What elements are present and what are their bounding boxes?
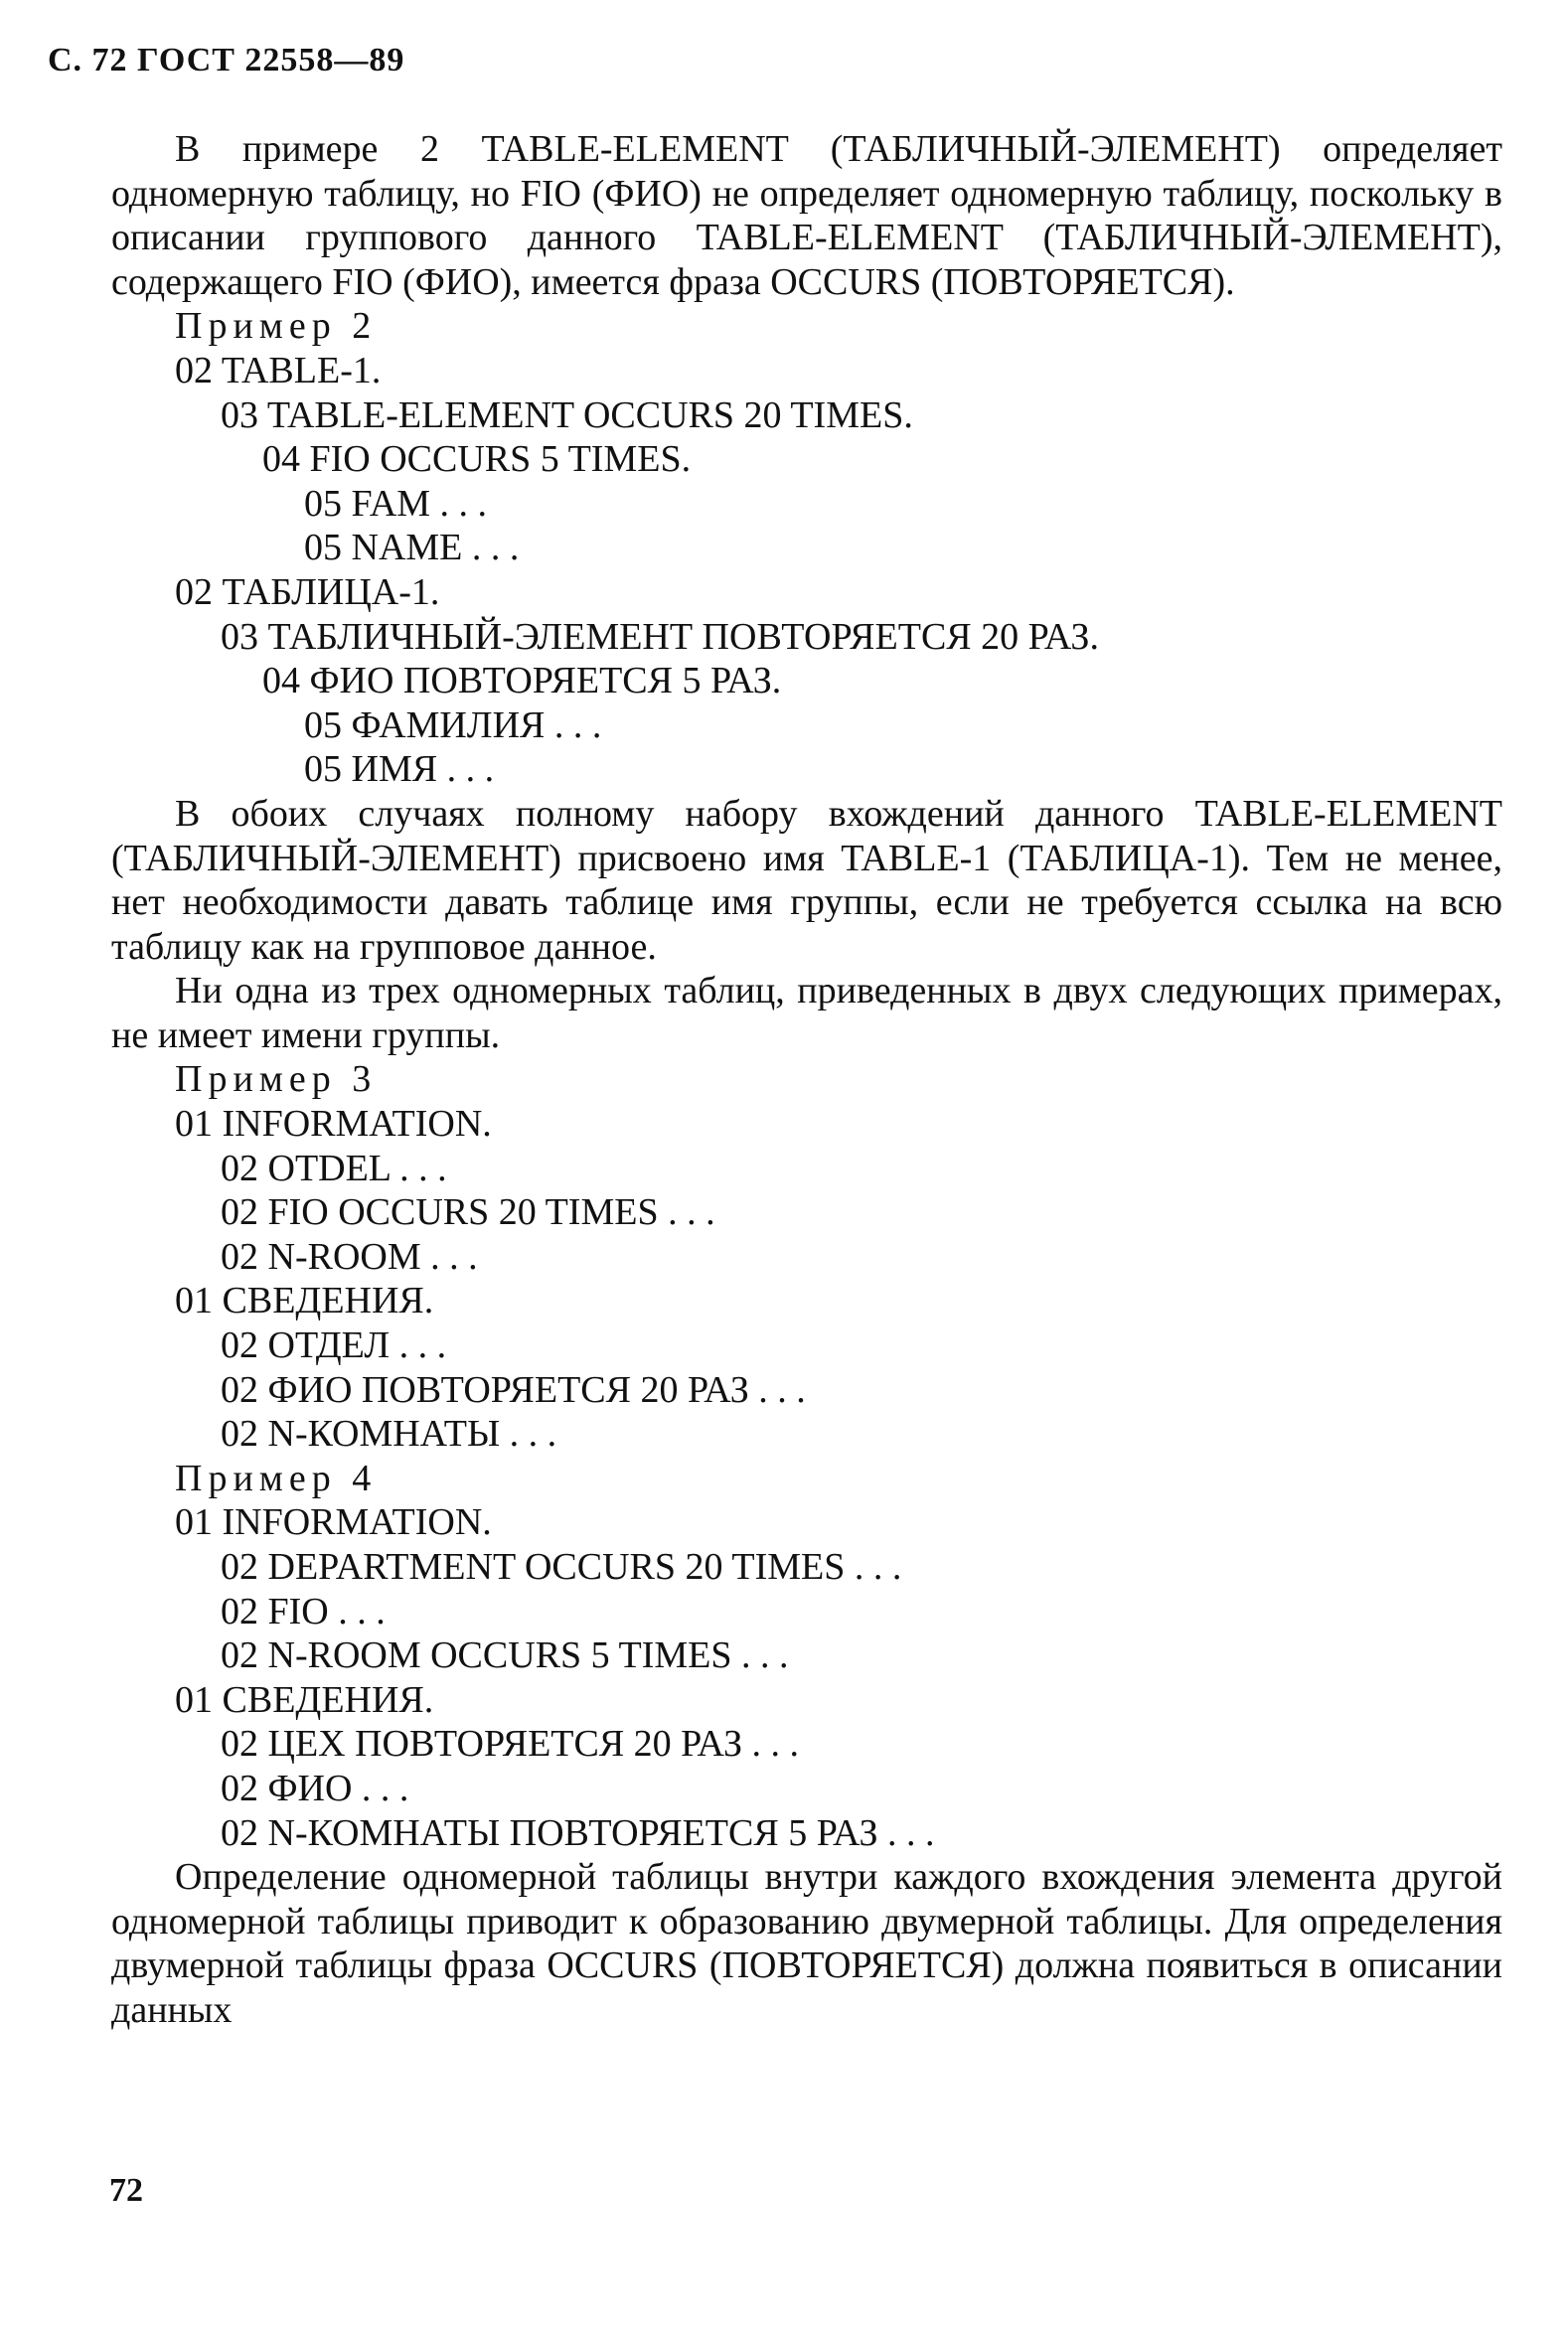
example-4-title: Пример 4 — [175, 1457, 378, 1499]
example-2-line: 02 ТАБЛИЦА-1. — [175, 570, 440, 613]
example-2-line: 04 ФИО ПОВТОРЯЕТСЯ 5 РАЗ. — [262, 660, 782, 702]
paragraph-4: Определение одномерной таблицы внутри каждого вхождения элемента другой одномерной таблицы приводит к образованию двумерной таблицы. Для определения двумерной таблицы фраза OCCURS (ПОВТОРЯЕТСЯ) должна появиться в описании данных — [111, 1856, 1502, 2031]
example-3 — [111, 1057, 1502, 1456]
paragraph-2: В обоих случаях полному набору вхождений данного TABLE-ELEMENT (ТАБЛИЧНЫЙ-ЭЛЕМЕНТ) присвоено имя TABLE-1 (ТАБЛИЦА-1). Тем не менее, нет необходимости давать таблице имя группы, если не требуется ссылка на всю таблицу как на групповое данное. — [111, 792, 1502, 968]
example-3-line: 01 INFORMATION. — [175, 1103, 492, 1146]
example-2-line: 05 ИМЯ . . . — [304, 748, 495, 791]
example-4-line: 02 N-ROOM OCCURS 5 TIMES . . . — [221, 1634, 789, 1677]
example-3-line: 02 ФИО ПОВТОРЯЕТСЯ 20 РАЗ . . . — [221, 1368, 806, 1411]
example-4-line: 02 ЦЕХ ПОВТОРЯЕТСЯ 20 РАЗ . . . — [221, 1723, 799, 1766]
page-header: С. 72 ГОСТ 22558—89 — [48, 42, 405, 78]
example-4-line: 01 INFORMATION. — [175, 1501, 492, 1544]
paragraph-1: В примере 2 TABLE-ELEMENT (ТАБЛИЧНЫЙ-ЭЛЕМЕНТ) определяет одномерную таблицу, но FIO (ФИО) не определяет одномерную таблицу, поскольку в описании группового данного TABLE-ELEMENT (ТАБЛИЧНЫЙ-ЭЛЕМЕНТ), содержащего FIO (ФИО), имеется фраза OCCURS (ПОВТОРЯЕТСЯ). — [111, 128, 1502, 303]
example-2-line: 04 FIO OCCURS 5 TIMES. — [262, 438, 692, 481]
example-2-line: 03 TABLE-ELEMENT OCCURS 20 TIMES. — [221, 393, 913, 436]
example-4-line: 02 FIO . . . — [221, 1590, 386, 1632]
example-4 — [111, 1457, 1502, 1855]
page-number: 72 — [109, 2172, 143, 2209]
example-2-line: 05 NAME . . . — [304, 527, 520, 569]
example-4-line: 01 СВЕДЕНИЯ. — [175, 1678, 434, 1721]
example-4-line: 02 DEPARTMENT OCCURS 20 TIMES . . . — [221, 1546, 902, 1588]
example-2-line: 03 ТАБЛИЧНЫЙ-ЭЛЕМЕНТ ПОВТОРЯЕТСЯ 20 РАЗ. — [221, 615, 1099, 658]
example-3-line: 02 OTDEL . . . — [221, 1147, 447, 1189]
example-2-title: Пример 2 — [175, 305, 378, 348]
example-2 — [111, 304, 1502, 792]
page-body — [111, 127, 1502, 2033]
example-3-line: 01 СВЕДЕНИЯ. — [175, 1280, 434, 1322]
example-2-line: 05 FAM . . . — [304, 482, 488, 525]
example-3-line: 02 FIO OCCURS 20 TIMES . . . — [221, 1191, 715, 1234]
example-2-line: 05 ФАМИЛИЯ . . . — [304, 703, 602, 746]
paragraph-3: Ни одна из трех одномерных таблиц, приведенных в двух следующих примерах, не имеет имени группы. — [111, 970, 1502, 1056]
example-3-line: 02 ОТДЕЛ . . . — [221, 1324, 447, 1367]
example-3-line: 02 N-ROOM . . . — [221, 1235, 478, 1278]
example-4-line: 02 ФИО . . . — [221, 1767, 409, 1809]
example-2-line: 02 TABLE-1. — [175, 349, 382, 391]
example-3-title: Пример 3 — [175, 1058, 378, 1101]
example-3-line: 02 N-КОМНАТЫ . . . — [221, 1413, 557, 1456]
example-4-line: 02 N-КОМНАТЫ ПОВТОРЯЕТСЯ 5 РАЗ . . . — [221, 1811, 935, 1854]
